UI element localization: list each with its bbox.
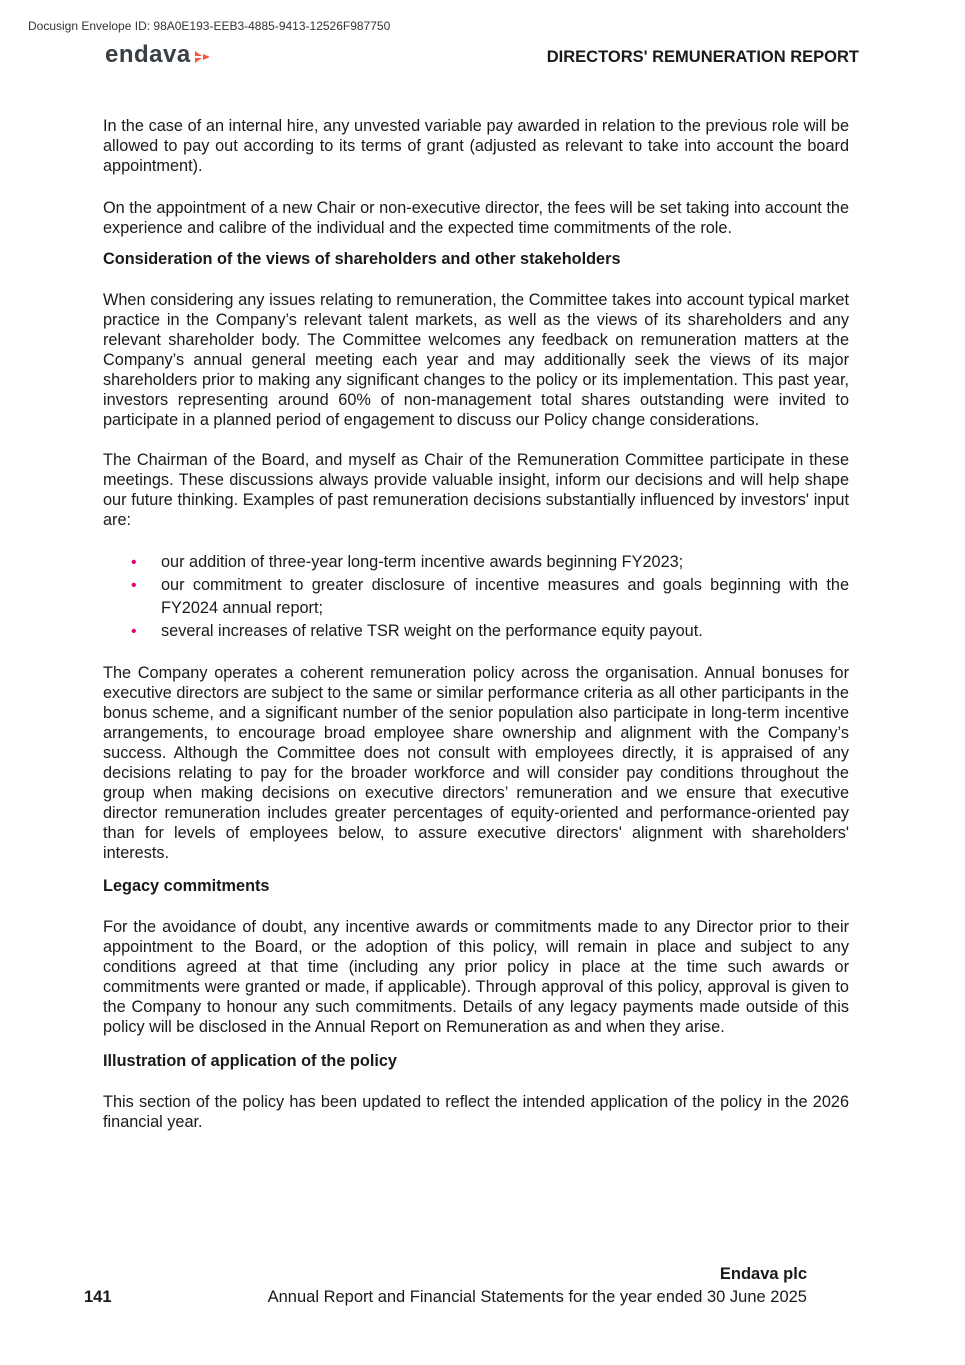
paragraph-new-chair: On the appointment of a new Chair or non-executive director, the fees will be set taking into account the experience and calibre of the individual and the expected time commitments of the role.: [103, 199, 849, 237]
paragraph-internal-hire: In the case of an internal hire, any unvested variable pay awarded in relation to the previous role will be allowed to pay out according to its terms of grant (adjusted as relevant to take into account the board appointment).: [103, 117, 849, 175]
footer-company: Endava plc: [719, 1265, 807, 1283]
list-item: • several increases of relative TSR weight on the performance equity payout.: [103, 620, 849, 643]
page-number: 141: [84, 1288, 112, 1306]
heading-illustration: Illustration of application of the policy: [103, 1052, 397, 1070]
logo-text: endava: [105, 41, 191, 68]
footer-report-title: Annual Report and Financial Statements for the year ended 30 June 2025: [267, 1288, 807, 1306]
paragraph-legacy-commitments: For the avoidance of doubt, any incentive awards or commitments made to any Director prior to their appointment to the Board, or the adoption of this policy, will remain in place and subject to any conditions agreed at that time (including any prior policy in place at the time such awards or commitments were granted or made, if applicable). Through approval of this policy, approval is given to the Company to honour any such commitments. Details of any legacy payments made outside of this policy will be disclosed in the Annual Report on Remuneration as and when they arise.: [103, 918, 849, 1036]
heading-shareholder-views: Consideration of the views of shareholders and other stakeholders: [103, 250, 621, 268]
list-item: • our addition of three-year long-term incentive awards beginning FY2023;: [103, 551, 849, 574]
heading-legacy-commitments: Legacy commitments: [103, 877, 270, 895]
bullet-icon: •: [131, 623, 137, 640]
document-body: [103, 116, 849, 1132]
bullet-icon: •: [131, 577, 137, 594]
bullet-icon: •: [131, 554, 137, 571]
endava-logo: [105, 40, 211, 70]
paragraph-illustration: This section of the policy has been updated to reflect the intended application of the policy in the 2026 financial year.: [103, 1093, 849, 1131]
envelope-id: Docusign Envelope ID: 98A0E193-EEB3-4885-9413-12526F987750: [28, 19, 391, 33]
investor-input-list: [103, 551, 849, 643]
page-header-title: DIRECTORS' REMUNERATION REPORT: [546, 48, 859, 66]
list-item: • our commitment to greater disclosure of incentive measures and goals beginning with the FY2024 annual report;: [131, 576, 849, 617]
paragraph-coherent-policy: The Company operates a coherent remuneration policy across the organisation. Annual bonuses for executive directors are subject to the same or similar performance criteria as all other participants in the bonus scheme, and a significant number of the senior population also participate in long-term incentive arrangements, to encourage broad employee share ownership and alignment with the Company’s success. Although the Committee does not consult with employees directly, it is appraised of any decisions relating to pay for the broader workforce and will consider pay conditions throughout the group when making decisions on executive directors’ remuneration and we ensure that executive director remuneration includes greater percentages of equity-oriented and performance-oriented pay than for levels of employees below, to assure executive directors' alignment with shareholders' interests.: [103, 664, 849, 862]
logo-mark-icon: [193, 48, 211, 66]
paragraph-chairman-meetings: The Chairman of the Board, and myself as Chair of the Remuneration Committee participate in these meetings. These discussions always provide valuable insight, inform our decisions and will help shape our future thinking. Examples of past remuneration decisions substantially influenced by investors' input are:: [103, 451, 849, 529]
paragraph-shareholder-views: When considering any issues relating to remuneration, the Committee takes into account typical market practice in the Company’s relevant talent markets, as well as the views of its shareholders and any relevant shareholder body. The Committee welcomes any feedback on remuneration matters at the Company’s annual general meeting each year and may additionally seek the views of its major shareholders prior to making any significant changes to the policy or its implementation. This past year, investors representing around 60% of non-management total shares outstanding were invited to participate in a planned period of engagement to discuss our Policy change considerations.: [103, 291, 849, 429]
